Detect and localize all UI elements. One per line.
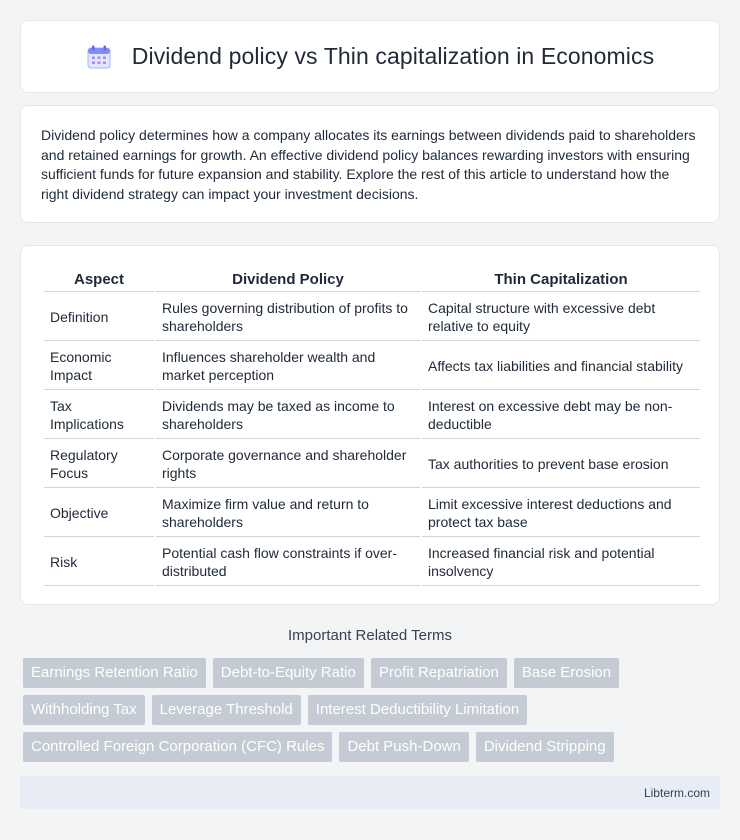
- tag-earnings-retention-ratio[interactable]: Earnings Retention Ratio: [23, 658, 206, 688]
- table-row: [44, 392, 700, 439]
- aspect-cell: Objective: [44, 490, 154, 537]
- thin-cap-cell: Interest on excessive debt may be non-deductible: [422, 392, 700, 439]
- comparison-table: [42, 266, 702, 588]
- dividend-cell: Influences shareholder wealth and market perception: [156, 343, 420, 390]
- thin-cap-cell: Tax authorities to prevent base erosion: [422, 441, 700, 488]
- thin-cap-cell: Capital structure with excessive debt relative to equity: [422, 294, 700, 341]
- table-row: [44, 294, 700, 341]
- dividend-cell: Dividends may be taxed as income to shareholders: [156, 392, 420, 439]
- tag-withholding-tax[interactable]: Withholding Tax: [23, 695, 145, 725]
- tag-leverage-threshold[interactable]: Leverage Threshold: [152, 695, 301, 725]
- tag-profit-repatriation[interactable]: Profit Repatriation: [371, 658, 507, 688]
- header-card: [20, 20, 720, 93]
- aspect-cell: Tax Implications: [44, 392, 154, 439]
- header-aspect: Aspect: [44, 268, 154, 292]
- aspect-cell: Regulatory Focus: [44, 441, 154, 488]
- intro-paragraph: Dividend policy determines how a company allocates its earnings between dividends paid to shareholders and retained earnings for growth. An effective dividend policy balances rewarding investors with ensuring sufficient funds for future expansion and stability. Explore the rest of this article to understand how the right dividend strategy can impact your investment decisions.: [41, 127, 696, 202]
- tag-debt-to-equity-ratio[interactable]: Debt-to-Equity Ratio: [213, 658, 364, 688]
- table-row: [44, 441, 700, 488]
- comparison-table-card: [20, 245, 720, 605]
- intro-card: [20, 105, 720, 223]
- header-thin-capitalization: Thin Capitalization: [422, 268, 700, 292]
- table-row: [44, 490, 700, 537]
- thin-cap-cell: Limit excessive interest deductions and protect tax base: [422, 490, 700, 537]
- aspect-cell: Definition: [44, 294, 154, 341]
- table-row: [44, 539, 700, 586]
- tag-interest-deductibility-limitation[interactable]: Interest Deductibility Limitation: [308, 695, 527, 725]
- tag-cfc-rules[interactable]: Controlled Foreign Corporation (CFC) Rules: [23, 732, 332, 762]
- page-title: Dividend policy vs Thin capitalization in Economics: [131, 43, 655, 69]
- tag-debt-push-down[interactable]: Debt Push-Down: [339, 732, 468, 762]
- dividend-cell: Corporate governance and shareholder rights: [156, 441, 420, 488]
- tag-row: [23, 658, 723, 688]
- related-terms-tags: [23, 658, 723, 769]
- calendar-icon: [86, 44, 112, 70]
- tag-base-erosion[interactable]: Base Erosion: [514, 658, 619, 688]
- tag-dividend-stripping[interactable]: Dividend Stripping: [476, 732, 614, 762]
- aspect-cell: Economic Impact: [44, 343, 154, 390]
- thin-cap-cell: Affects tax liabilities and financial stability: [422, 343, 700, 390]
- table-header-row: [44, 268, 700, 292]
- footer-site-link[interactable]: Libterm.com: [643, 785, 710, 800]
- table-row: [44, 343, 700, 390]
- dividend-cell: Rules governing distribution of profits to shareholders: [156, 294, 420, 341]
- header-dividend-policy: Dividend Policy: [156, 268, 420, 292]
- tag-row: [23, 695, 723, 725]
- thin-cap-cell: Increased financial risk and potential insolvency: [422, 539, 700, 586]
- dividend-cell: Maximize firm value and return to shareholders: [156, 490, 420, 537]
- footer: [20, 776, 720, 809]
- related-terms-title: Important Related Terms: [288, 627, 452, 644]
- dividend-cell: Potential cash flow constraints if over-distributed: [156, 539, 420, 586]
- tag-row: [23, 732, 723, 762]
- title-wrap: [86, 43, 654, 70]
- aspect-cell: Risk: [44, 539, 154, 586]
